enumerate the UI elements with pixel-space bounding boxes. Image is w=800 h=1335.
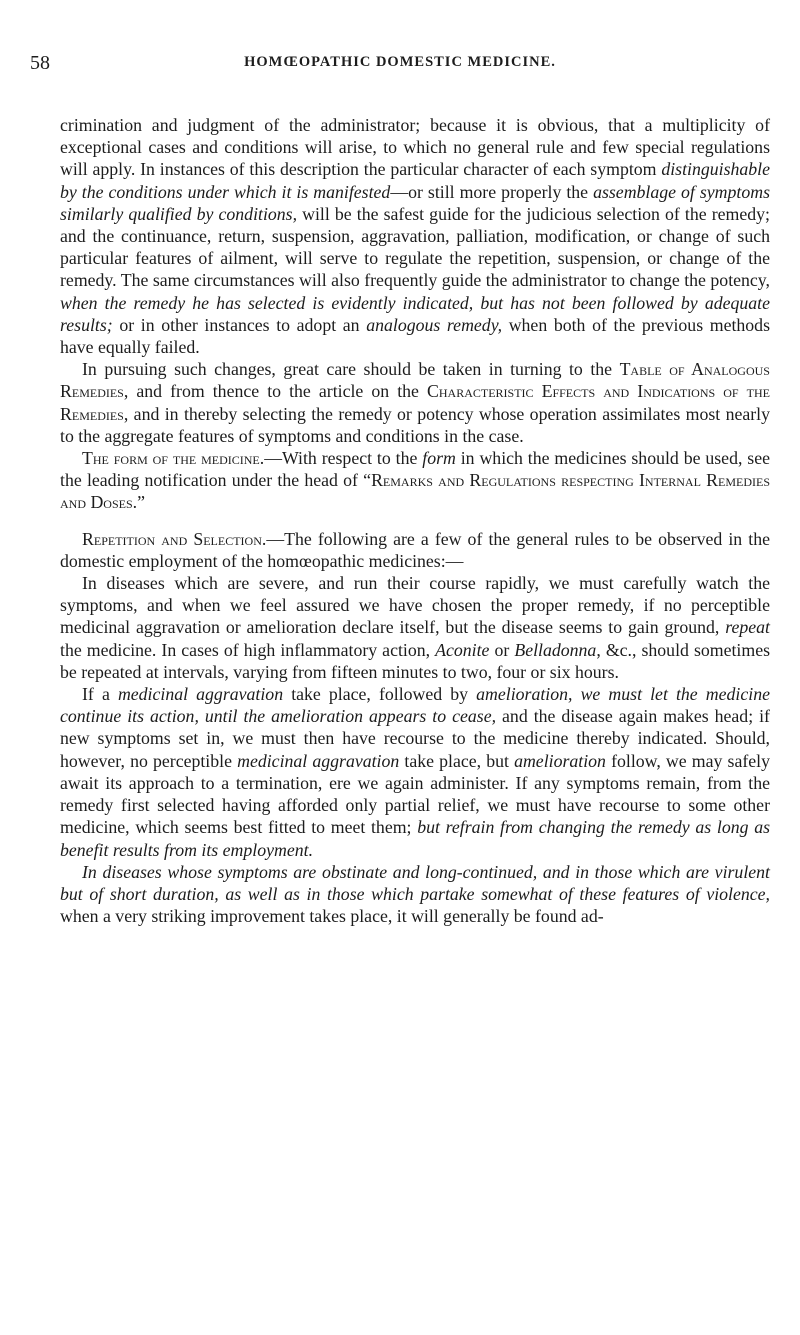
italic-run: In diseases whose symptoms are obstinate and long-continued, and in those which are virulent but of short duration, as well as in those which partake somewhat of these features of violence, (60, 861, 770, 904)
text-run: ” (137, 492, 145, 513)
text-run: —With respect to the (264, 448, 423, 469)
paragraph-changes (60, 358, 770, 447)
small-caps-run: Table of Analogous Remedies (60, 359, 770, 402)
text-run: or in other instances to adopt an (112, 314, 367, 335)
small-caps-run: Characteristic Effects and Indications of the Remedies (60, 381, 770, 424)
italic-run: analogous remedy, (366, 314, 503, 335)
running-title: HOMŒOPATHIC DOMESTIC MEDICINE. (244, 54, 556, 70)
text-run: in which the medicines should be used, see the leading notification under the head of “ (60, 448, 770, 491)
italic-run: when the remedy he has selected is evidently indicated, but has not been followed by adequate results; (60, 292, 770, 335)
paragraph-repetition-selection (60, 528, 770, 572)
page-number: 58 (30, 52, 50, 74)
text-run: and the disease again makes head; if new symptoms set in, we must then have recourse to the medicine thereby indicated. Should, however, no perceptible (60, 706, 770, 771)
italic-run: distinguishable by the conditions under which it is manifested (60, 159, 770, 202)
paragraph-severe-diseases (60, 572, 770, 683)
italic-run: assemblage of symptoms similarly qualified by conditions, (60, 181, 771, 224)
paragraph-obstinate-diseases (60, 861, 770, 928)
section-heading: Repetition and Selection. (82, 528, 267, 549)
text-run: , and in thereby selecting the remedy or potency whose operation assimilates most nearly to the aggregate features of symptoms and conditions in the case. (60, 403, 770, 446)
text-run: follow, we may safely await its approach to a termination, ere we again administer. If any symptoms remain, from the remedy first selected having afforded only partial relief, we must have recourse to some other medicine, which seems best fitted to meet them; (60, 750, 770, 838)
text-run: or (489, 639, 515, 660)
page-body (60, 114, 770, 927)
italic-run: but refrain from changing the remedy as long as benefit results from its employment. (60, 817, 771, 860)
text-run: take place, but (399, 750, 515, 771)
text-run: In pursuing such changes, great care should be taken in turning to the (82, 359, 620, 380)
paragraph-gap (60, 514, 770, 528)
italic-run: repeat (725, 617, 770, 638)
page-header (30, 52, 770, 82)
text-run: will be the safest guide for the judicious selection of the remedy; and the continuance, return, suspension, aggravation, palliation, modification, or change of such particular features of ailment, will serve to regulate the repetition, suspension, or change of the remedy. The same circumstances will also frequently guide the administrator to change the potency, (60, 203, 770, 291)
italic-run: amelioration (514, 750, 606, 771)
paragraph-continuation (60, 114, 770, 358)
section-heading: The form of the medicine. (82, 448, 265, 469)
text-run: when both of the previous methods have equally failed. (60, 314, 770, 358)
text-run: the medicine. In cases of high inflammatory action, (60, 639, 436, 660)
text-run: , &c., should sometimes be repeated at intervals, varying from fifteen minutes to two, four or six hours. (60, 639, 771, 682)
italic-run: medicinal aggravation (117, 684, 284, 705)
italic-run: medicinal aggravation (237, 750, 400, 771)
italic-run: amelioration, we must let the medicine continue its action, until the amelioration appears to cease, (60, 684, 770, 727)
text-run: —The following are a few of the general rules to be observed in the domestic employment of the homœopathic medicines:— (60, 528, 770, 571)
text-run: take place, followed by (283, 684, 477, 705)
text-run: In diseases which are severe, and run their course rapidly, we must carefully watch the symptoms, and when we feel assured we have chosen the proper remedy, if no perceptible medicinal aggravation or amelioration declare itself, but the disease seems to gain ground, (60, 573, 770, 638)
paragraph-aggravation (60, 683, 770, 861)
text-run: , and from thence to the article on the (123, 381, 427, 402)
italic-run: Aconite (435, 639, 490, 660)
small-caps-run: Remarks and Regulations respecting Internal Remedies and Doses. (60, 470, 771, 513)
italic-run: Belladonna (514, 639, 597, 660)
text-run: If a (82, 684, 118, 705)
text-run: —or still more properly the (390, 181, 594, 202)
text-run: when a very striking improvement takes place, it will generally be found ad- (60, 906, 604, 927)
italic-run: form (422, 448, 456, 469)
text-run: crimination and judgment of the administrator; because it is obvious, that a multiplicity of exceptional cases and conditions will arise, to which no general rule and few special regulations will apply. In instances of this description the particular character of each symptom (60, 115, 770, 180)
paragraph-form-of-medicine (60, 447, 770, 514)
